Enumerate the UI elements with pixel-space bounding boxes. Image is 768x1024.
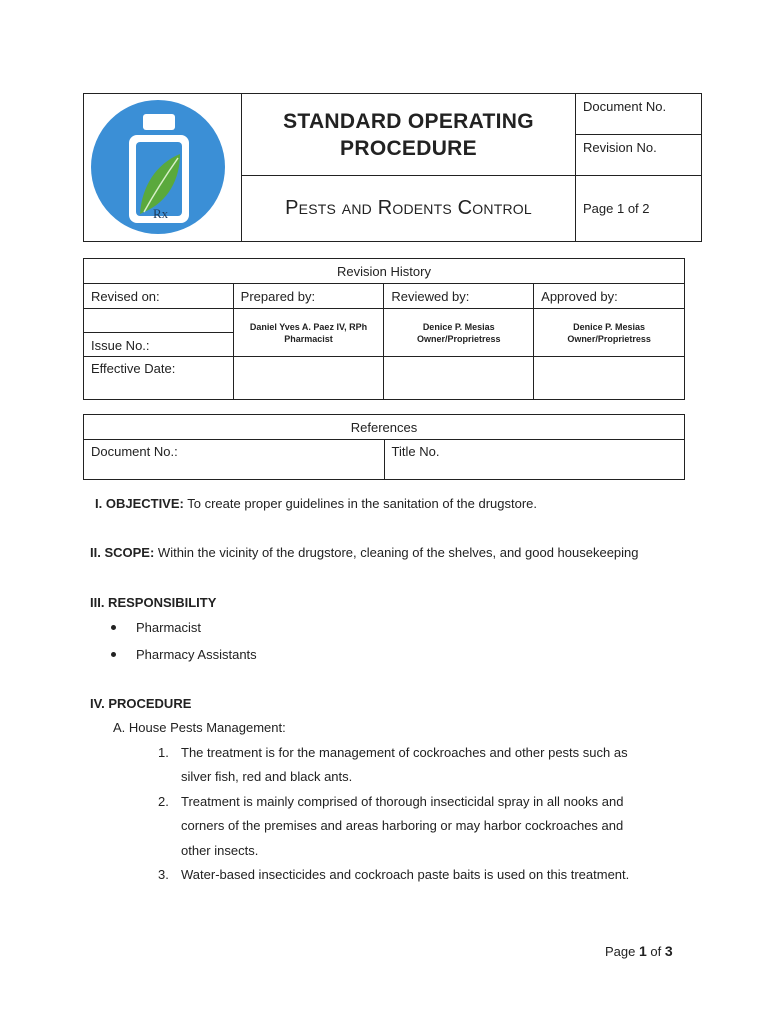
approved-name: Denice P. Mesias	[573, 321, 646, 332]
effective-date-reviewed	[384, 357, 534, 400]
references-table	[83, 414, 685, 480]
revision-history-table	[83, 258, 685, 400]
footer-of-word: of	[650, 944, 662, 959]
revision-history-title: Revision History	[84, 259, 685, 284]
reviewed-by-cell	[384, 309, 534, 357]
bullet-icon	[111, 652, 116, 657]
document-subtitle: Pests and Rodents Control	[285, 197, 532, 219]
scope-label: II. SCOPE:	[90, 545, 155, 560]
step-line: other insects.	[181, 843, 259, 858]
revised-on-label: Revised on:	[84, 284, 234, 309]
procedure-subheading: A. House Pests Management:	[113, 720, 286, 735]
reference-document-no-label: Document No.:	[84, 440, 385, 480]
effective-date-label: Effective Date:	[84, 357, 234, 400]
scope-line	[90, 545, 639, 561]
reviewed-name: Denice P. Mesias	[422, 321, 495, 332]
document-no-label: Document No.	[576, 94, 701, 135]
approved-by-cell	[534, 309, 685, 357]
prepared-by-label: Prepared by:	[233, 284, 384, 309]
objective-label: I. OBJECTIVE:	[95, 496, 184, 511]
footer-page-current: 1	[639, 943, 647, 959]
prepared-name: Daniel Yves A. Paez IV, RPh	[249, 321, 368, 332]
effective-date-prepared	[233, 357, 384, 400]
page-indicator: Page 1 of 2	[583, 201, 650, 216]
approved-by-label: Approved by:	[534, 284, 685, 309]
step-line: silver fish, red and black ants.	[181, 769, 353, 784]
subtitle-cell	[242, 176, 576, 241]
references-title: References	[84, 415, 685, 440]
page-footer	[605, 943, 673, 959]
logo-rx-text: Rx	[153, 206, 169, 221]
step-number: 3.	[158, 867, 169, 882]
approved-role: Owner/Proprietress	[567, 333, 651, 344]
scope-text: Within the vicinity of the drugstore, cleaning of the shelves, and good housekeeping	[157, 545, 639, 560]
step-line: corners of the premises and areas harboring or may harbor cockroaches and	[181, 818, 624, 833]
footer-page-total: 3	[664, 943, 673, 959]
objective-text: To create proper guidelines in the sanitation of the drugstore.	[187, 496, 538, 511]
effective-date-approved	[534, 357, 685, 400]
issue-no-label: Issue No.:	[84, 333, 234, 357]
responsibility-item	[111, 647, 257, 663]
prepared-role: Pharmacist	[284, 333, 333, 344]
prepared-by-cell	[233, 309, 384, 357]
revision-no-label: Revision No.	[576, 135, 701, 176]
objective-line	[95, 496, 537, 512]
step-line: The treatment is for the management of cockroaches and other pests such as	[181, 745, 628, 760]
pharmacy-logo-icon	[84, 94, 242, 241]
step-number: 2.	[158, 794, 169, 809]
responsibility-item	[111, 620, 201, 636]
step-line: Water-based insecticides and cockroach paste baits is used on this treatment.	[181, 867, 630, 882]
step-number: 1.	[158, 745, 169, 760]
sop-header-table	[83, 93, 702, 242]
responsibility-item-label: Pharmacist	[136, 620, 202, 635]
reviewed-by-label: Reviewed by:	[384, 284, 534, 309]
title-cell	[242, 94, 576, 176]
bullet-icon	[111, 625, 116, 630]
logo-cell	[84, 94, 242, 241]
document-title: STANDARD OPERATING PROCEDURE	[283, 109, 534, 160]
reviewed-role: Owner/Proprietress	[416, 333, 501, 344]
reference-title-no-label: Title No.	[384, 440, 684, 480]
responsibility-heading: III. RESPONSIBILITY	[90, 595, 217, 610]
procedure-heading: IV. PROCEDURE	[90, 696, 192, 711]
responsibility-item-label: Pharmacy Assistants	[136, 647, 257, 662]
step-line: Treatment is mainly comprised of thorough insecticidal spray in all nooks and	[181, 794, 624, 809]
revised-on-value	[84, 309, 234, 333]
footer-page-word: Page	[605, 944, 636, 959]
